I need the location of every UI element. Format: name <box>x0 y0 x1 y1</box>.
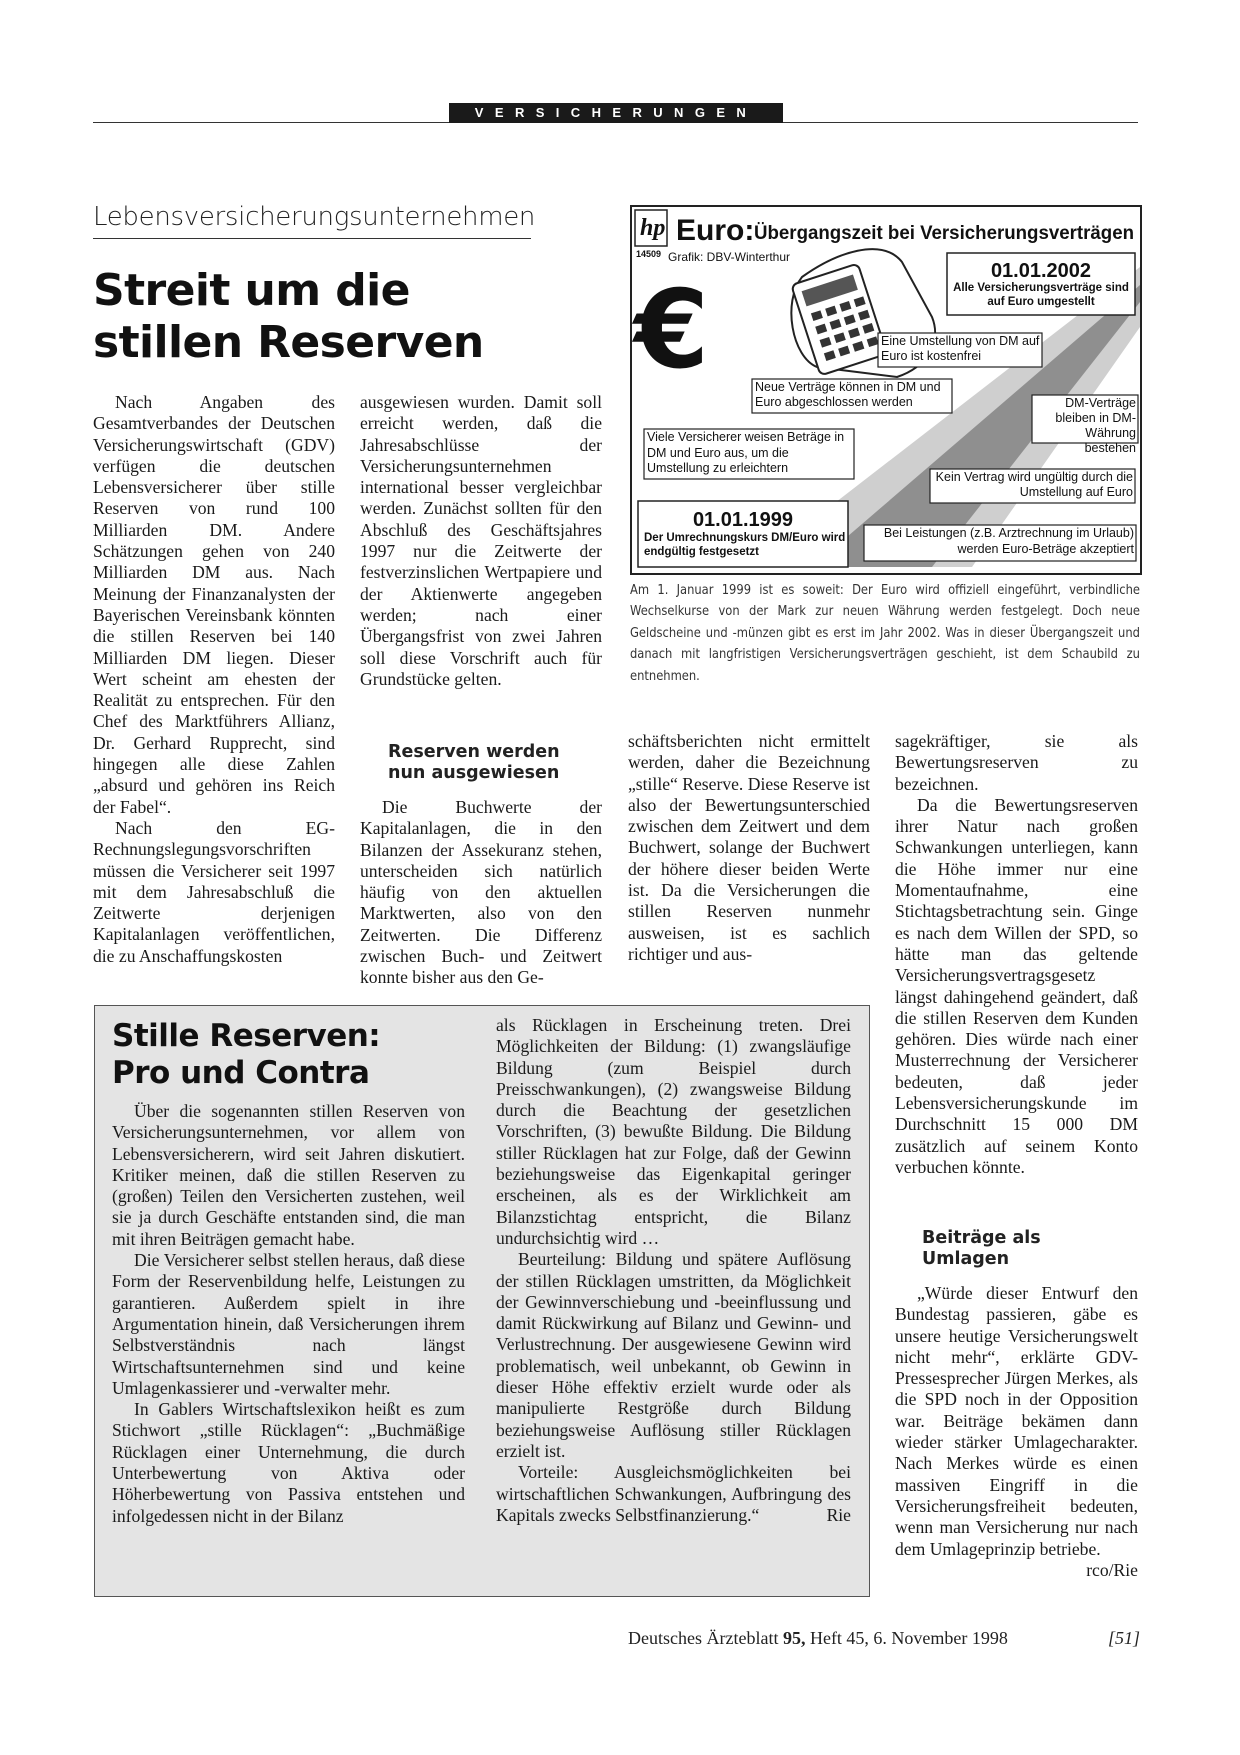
label-viele-wrap <box>647 430 853 479</box>
page-number: [51] <box>1107 1628 1140 1648</box>
text-1999-wrap <box>640 531 846 565</box>
page-footer <box>628 1628 1140 1649</box>
box-signature: Rie <box>826 1504 851 1525</box>
box-title-line-2: Pro und Contra <box>112 1055 370 1091</box>
label-dm: DM-Verträge bleiben in DM-Währung bestehen <box>1055 396 1136 455</box>
text-2002-wrap <box>950 281 1132 315</box>
article-column-3 <box>628 731 870 965</box>
logo-mark: hp <box>640 215 666 241</box>
journal-volume: 95, <box>782 1628 806 1648</box>
paragraph <box>496 1462 851 1526</box>
box-title-line-1: Stille Reserven: <box>112 1018 381 1054</box>
article-column-4 <box>895 731 1138 1178</box>
date-2002: 01.01.2002 <box>990 260 1092 282</box>
journal-issue: Heft 45, 6. November 1998 <box>809 1628 1008 1648</box>
subhead-beitraege-text: Beiträge als Umlagen <box>922 1228 1041 1269</box>
paragraph: als Rücklagen in Erscheinung treten. Drei Möglichkeiten der Bildung: (1) zwangsläufige Bildung (zum Beispiel durch Preisschwankungen), (2) zwangsweise Bildung durch die Beachtung der gesetzlichen Vorschriften, (3) bewußte Bildung. Die Bildung stiller Rücklagen hat zur Folge, daß der Gewinn beziehungsweise das Eigenkapital geringer erscheinen, als es der Wirklichkeit am Bilanzstichtag entspricht, die Bilanz undurchsichtig wird … <box>496 1015 851 1248</box>
paragraph: Über die sogenannten stillen Reserven von Versicherungsunternehmen, vor allem von Lebensversicherern, wird seit Jahren diskutiert. Kritiker meinen, daß die stillen Reserven zu (großen) Teilen den Versicherten zustehen, weil sie ja durch Geschäfte entstanden sind, die man mit ihren Beiträgen gemacht habe. <box>112 1101 465 1249</box>
journal-name: Deutsches Ärzteblatt <box>628 1628 779 1648</box>
label-dm-wrap <box>1034 396 1136 455</box>
paragraph <box>895 1283 1138 1580</box>
graphic-credit: Grafik: DBV-Winterthur <box>668 250 791 264</box>
paragraph: Die Versicherer selbst stellen heraus, daß diese Form der Reservenbildung helfe, Leistungen zu garantieren. Außerdem spielt in ihre Argumentation hinein, daß Versicherungen ihrem Selbstverständnis nach längst Wirtschaftsunternehmen sind und keine Umlagenkassierer und -verwalter mehr. <box>112 1250 465 1398</box>
subhead-reserven <box>388 742 602 792</box>
label-kein: Kein Vertrag wird ungültig durch die Umstellung auf Euro <box>935 470 1133 499</box>
graphic-title: Übergangszeit bei Versicherungsverträgen <box>754 223 1134 244</box>
paragraph: ausgewiesen wurden. Damit soll erreicht werden, daß die Jahresabschlüsse der Versicherungsunternehmen international besser vergleichbar werden. Zunächst sollten für den Abschluß des Geschäftsjahres 1997 nur die Zeitwerte der festverzinslichen Wertpapiere und der Aktienwerte angegeben werden; nach einer Übergangsfrist von zwei Jahren soll diese Vorschrift auch für Grundstücke gelten. <box>360 392 602 689</box>
subhead-reserven-text: Reserven werden nun ausgewiesen <box>388 742 560 783</box>
graphic-title-euro: Euro: <box>676 214 755 247</box>
label-neue-wrap <box>755 380 951 413</box>
headline-line-1: Streit um die <box>93 265 410 316</box>
paragraph: Die Buchwerte der Kapitalanlagen, die in den Bilanzen der Assekuranz stehen, unterscheiden sich natürlich häufig von den aktuellen Marktwerten, also von den Zeitwerten. Die Differenz zwischen Buch- und Zeitwert konnte bisher aus den Ge- <box>360 797 602 988</box>
paragraph: Nach Angaben des Gesamtverbandes der Deutschen Versicherungswirtschaft (GDV) verfügen die deutschen Lebensversicherer über stille Reserven von rund 100 Milliarden DM. Andere Schätzungen gehen von 240 Milliarden DM aus. Nach Meinung der Finanzanalysten der Bayerischen Vereinsbank könnten die stillen Reserven bei 140 Milliarden DM liegen. Dieser Wert scheint am ehesten der Realität zu entsprechen. Für den Chef des Marktführers Allianz, Dr. Gerhard Rupprecht, sind hingegen alle diese Zahlen „absurd und gehören ins Reich der Fabel“. <box>93 392 335 817</box>
headline-line-2: stillen Reserven <box>93 317 484 368</box>
article-column-4-bottom <box>895 1283 1138 1581</box>
paragraph: In Gablers Wirtschaftslexikon heißt es zum Stichwort „stille Rücklagen“: „Buchmäßige Rücklagen einer Unternehmung, die durch Unterbewertung von Aktiva oder Höherbewertung von Passiva entstehen und infolgedessen nicht in der Bilanz <box>112 1399 465 1526</box>
label-leistungen: Bei Leistungen (z.B. Arztrechnung im Urlaub) werden Euro-Beträge akzeptiert <box>883 526 1134 556</box>
section-label: VERSICHERUNGEN <box>449 103 783 123</box>
article-headline <box>93 265 553 369</box>
box-column-right <box>496 1015 851 1526</box>
text-2002: Alle Versicherungsverträge sind auf Euro umgestellt <box>953 282 1129 308</box>
paragraph: Nach den EG-Rechnungslegungsvorschriften müssen die Versicherer seit 1997 mit dem Jahresabschluß die Zeitwerte derjenigen Kapitalanlagen veröffentlichen, die zu Anschaffungskosten <box>93 817 335 966</box>
article-column-1 <box>93 392 335 967</box>
paragraph: schäftsberichten nicht ermittelt werden, daher die Bezeichnung „stille“ Reserve. Diese Reserve ist also der Bewertungsunterschied zwischen dem Zeitwert und dem Buchwert, solange der Buchwert der höhere dieser beiden Werte ist. Da die Versicherungen die stillen Reserven nunmehr ausweisen, ist es sachlich richtiger und aus- <box>628 731 870 964</box>
subhead-beitraege <box>922 1228 1122 1278</box>
euro-infographic <box>630 205 1142 575</box>
graphic-caption: Am 1. Januar 1999 ist es soweit: Der Euro wird offiziell eingeführt, verbindliche Wechselkurse von der Mark zur neuen Währung werden festgelegt. Doch neue Geldscheine und -münzen gibt es erst im Jahr 2002. Was in dieser Übergangszeit und danach mit langfristigen Versicherungsverträgen geschieht, ist dem Schaubild zu entnehmen. <box>630 583 1140 684</box>
infographic-svg <box>632 207 1140 573</box>
paragraph-text: Vorteile: Ausgleichsmöglichkeiten bei wirtschaftlichen Schwankungen, Aufbringung des Kapitals zwecks Selbstfinanzierung.“ <box>496 1462 851 1525</box>
article-kicker: Lebensversicherungsunternehmen <box>93 202 531 239</box>
paragraph: sagekräftiger, sie als Bewertungsreserven zu bezeichnen. <box>895 731 1138 794</box>
logo-number: 14509 <box>636 249 662 259</box>
date-1999: 01.01.1999 <box>692 509 794 531</box>
paragraph: Beurteilung: Bildung und spätere Auflösung der stillen Rücklagen umstritten, da Möglichkeit der Gewinnverschiebung und -beeinflussung und damit Rückwirkung auf Bilanz und Gewinn- und Verlustrechnung. Der ausgewiesene Gewinn wird problematisch, weil unbekannt, ob Gewinn in dieser Höhe effektiv erzielt wurde oder als manipulierte Restgröße durch Bildung beziehungsweise Auflösung stiller Rücklagen erzielt ist. <box>496 1249 851 1461</box>
box-column-left <box>112 1101 465 1527</box>
author-signature: rco/Rie <box>1086 1559 1138 1580</box>
paragraph: Da die Bewertungsreserven ihrer Natur nach großen Schwankungen unterliegen, kann die Höhe immer nur eine Momentaufnahme, eine Stichtagsbetrachtung sein. Ginge es nach dem Willen der SPD, so hätte man das geltende Versicherungsvertragsgesetz längst dahingehend geändert, daß die stillen Reserven dem Kunden gehören. Dies würde nach einer Musterrechnung der Versicherer bedeuten, daß jeder Lebensversicherungskunde im Durchschnitt 15 000 DM zusätzlich auf seinem Konto verbuchen könnte. <box>895 794 1138 1177</box>
label-kostenfrei-wrap <box>881 334 1041 367</box>
article-column-2-bottom <box>360 797 602 989</box>
box-title <box>112 1018 492 1092</box>
label-kein-wrap <box>932 470 1133 503</box>
label-kostenfrei: Eine Umstellung von DM auf Euro ist kostenfrei <box>881 334 1040 363</box>
article-column-2 <box>360 392 602 690</box>
paragraph-text: „Würde dieser Entwurf den Bundestag passieren, gäbe es unsere heutige Versicherungswelt nicht mehr“, erklärte GDV-Pressesprecher Jürgen Merkes, als die SPD noch in der Opposition war. Beiträge bekämen dann wieder stärker Umlagecharakter. Nach Merkes würde es einen massiven Eingriff in die Versicherungsfreiheit bedeuten, wenn man Versicherung nur nach dem Umlageprinzip betriebe. <box>895 1283 1138 1559</box>
label-neue: Neue Verträge können in DM und Euro abgeschlossen werden <box>755 380 941 409</box>
text-1999: Der Umrechnungskurs DM/Euro wird endgültig festgesetzt <box>644 532 846 558</box>
label-leistungen-wrap <box>866 526 1134 560</box>
label-viele: Viele Versicherer weisen Beträge in DM und Euro aus, um die Umstellung zu erleichtern <box>647 430 845 475</box>
euro-icon: € <box>634 268 710 393</box>
